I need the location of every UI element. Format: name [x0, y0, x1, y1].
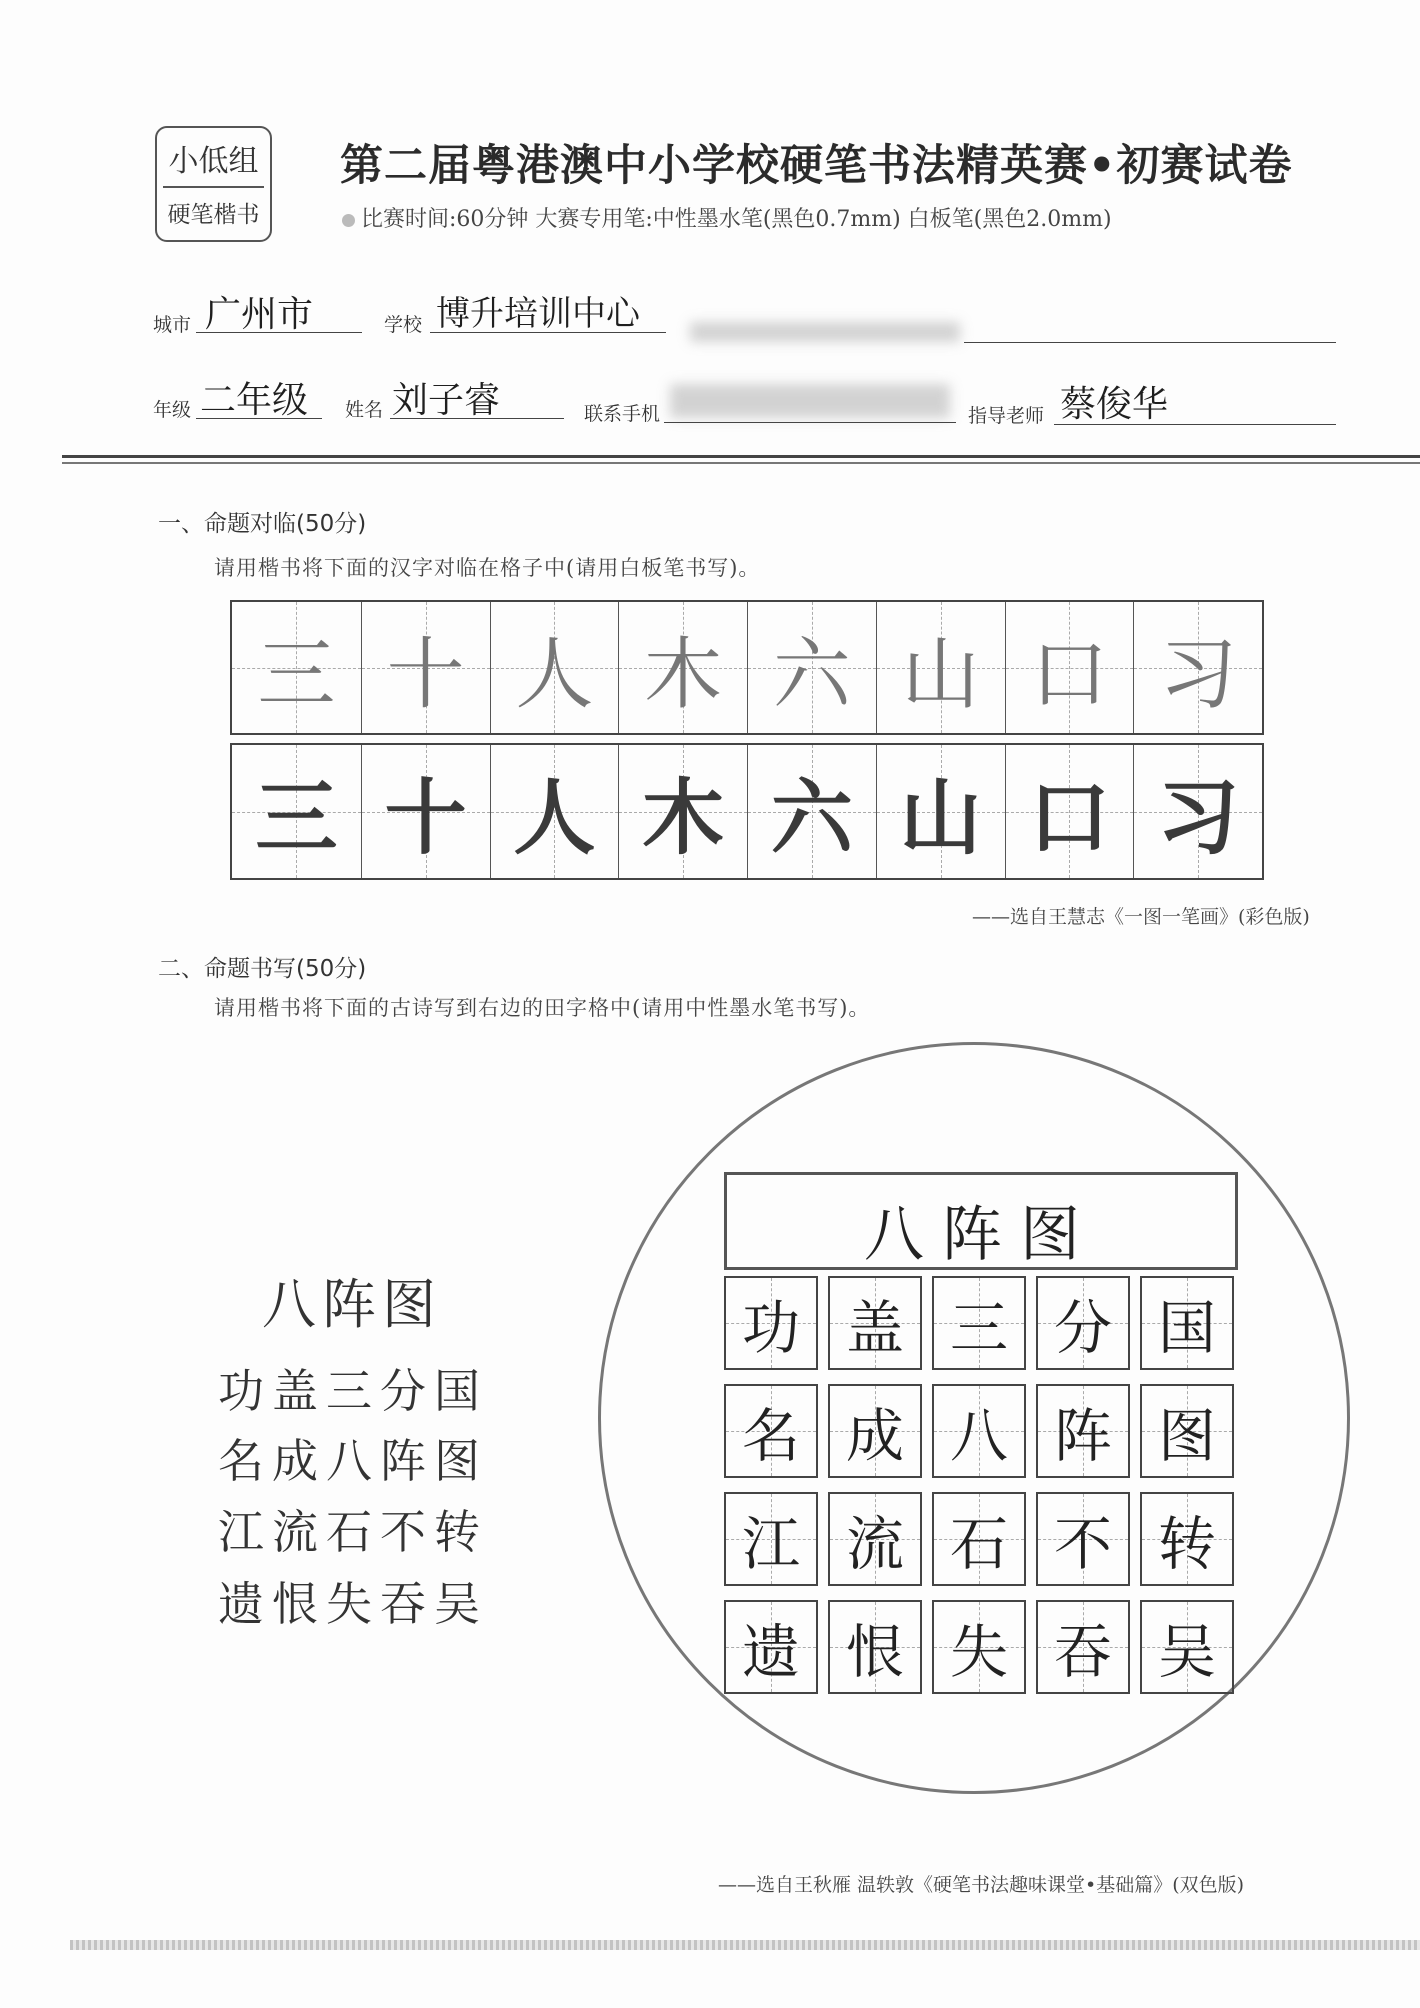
written-char-grid: [230, 743, 1264, 880]
group-badge: [155, 126, 272, 242]
scan-edge-band: [70, 1940, 1420, 1950]
badge-category-label: 硬笔楷书: [167, 202, 260, 228]
tianzige-cell: 国: [1140, 1276, 1234, 1370]
written-poem-title: 八阵图: [864, 1200, 1098, 1270]
tianzige-cell: 流: [828, 1492, 922, 1586]
school-underline: [430, 332, 666, 333]
school-label: 学校: [384, 314, 423, 336]
tianzige-cell: 三: [932, 1276, 1026, 1370]
section2-instruction: 请用楷书将下面的古诗写到右边的田字格中(请用中性墨水笔书写)。: [214, 996, 871, 1020]
tianzige-cell: 江: [724, 1492, 818, 1586]
tianzige-cell: 恨: [828, 1600, 922, 1694]
tianzige-cell: 图: [1140, 1384, 1234, 1478]
tianzige-cell: 阵: [1036, 1384, 1130, 1478]
header-divider-thin: [62, 462, 1420, 464]
header-divider: [62, 455, 1420, 458]
poem-title: 八阵图: [262, 1273, 442, 1336]
model-char-cell: 六: [747, 602, 876, 733]
model-char-cell: 木: [618, 602, 747, 733]
tianzige-cell: 八: [932, 1384, 1026, 1478]
poem-line: 江流石不转: [218, 1505, 488, 1559]
written-char-cell: 三: [232, 745, 361, 878]
model-char-cell: 习: [1133, 602, 1262, 733]
written-char-cell: 山: [876, 745, 1005, 878]
poem-line: 遗恨失吞吴: [218, 1577, 488, 1631]
grade-value: 二年级: [200, 380, 309, 421]
written-char-cell: 口: [1005, 745, 1134, 878]
tianzige-cell: 吞: [1036, 1600, 1130, 1694]
grade-underline: [196, 418, 322, 419]
model-char-cell: 十: [361, 602, 490, 733]
written-char-cell: 习: [1133, 745, 1262, 878]
written-title-box: [724, 1172, 1238, 1270]
model-char-cell: 口: [1005, 602, 1134, 733]
tianzige-cell: 石: [932, 1492, 1026, 1586]
model-char-grid: [230, 600, 1264, 735]
tianzige-cell: 功: [724, 1276, 818, 1370]
name-value: 刘子睿: [392, 380, 501, 421]
tianzige-cell: 盖: [828, 1276, 922, 1370]
teacher-underline: [1054, 424, 1336, 425]
section1-source: ——选自王慧志《一图一笔画》(彩色版): [972, 906, 1310, 928]
phone-label: 联系手机: [584, 403, 661, 425]
tianzige-cell: 名: [724, 1384, 818, 1478]
tianzige-cell: 吴: [1140, 1600, 1234, 1694]
poem-line: 功盖三分国: [218, 1364, 488, 1418]
city-label: 城市: [153, 314, 192, 336]
written-char-cell: 人: [490, 745, 619, 878]
badge-group-label: 小低组: [168, 144, 259, 179]
tianzige-cell: 失: [932, 1600, 1026, 1694]
written-char-cell: 木: [618, 745, 747, 878]
competition-info-text: 比赛时间:60分钟 大赛专用笔:中性墨水笔(黑色0.7mm) 白板笔(黑色2.0mm): [361, 207, 1112, 232]
bullet-icon: [342, 214, 355, 227]
section2-heading: 二、命题书写(50分): [158, 956, 367, 982]
tianzige-cell: 遗: [724, 1600, 818, 1694]
grade-label: 年级: [153, 399, 192, 421]
page-title: 第二届粤港澳中小学校硬笔书法精英赛•初赛试卷: [340, 141, 1293, 191]
badge-divider: [163, 186, 264, 188]
city-value: 广州市: [205, 294, 314, 335]
model-char-cell: 三: [232, 602, 361, 733]
written-char-cell: 六: [747, 745, 876, 878]
redacted-phone: [670, 384, 950, 418]
tianzige-cell: 不: [1036, 1492, 1130, 1586]
address-underline: [964, 342, 1336, 343]
model-char-cell: 山: [876, 602, 1005, 733]
section1-heading: 一、命题对临(50分): [158, 511, 367, 537]
tianzige-cell: 分: [1036, 1276, 1130, 1370]
tianzige-cell: 成: [828, 1384, 922, 1478]
name-label: 姓名: [345, 399, 384, 421]
name-underline: [390, 418, 564, 419]
school-value: 博升培训中心: [436, 294, 640, 334]
poem-line: 名成八阵图: [218, 1434, 488, 1488]
written-char-cell: 十: [361, 745, 490, 878]
model-char-cell: 人: [490, 602, 619, 733]
section2-source: ——选自王秋雁 温轶敦《硬笔书法趣味课堂•基础篇》(双色版): [718, 1874, 1245, 1896]
phone-underline: [664, 422, 956, 423]
redacted-field: [690, 322, 960, 342]
section1-instruction: 请用楷书将下面的汉字对临在格子中(请用白板笔书写)。: [214, 556, 761, 580]
teacher-label: 指导老师: [968, 405, 1045, 427]
competition-info: [342, 202, 1112, 233]
tianzige-cell: 转: [1140, 1492, 1234, 1586]
teacher-value: 蔡俊华: [1060, 384, 1169, 425]
city-underline: [196, 332, 362, 333]
tianzige-grid: [724, 1276, 1238, 1700]
